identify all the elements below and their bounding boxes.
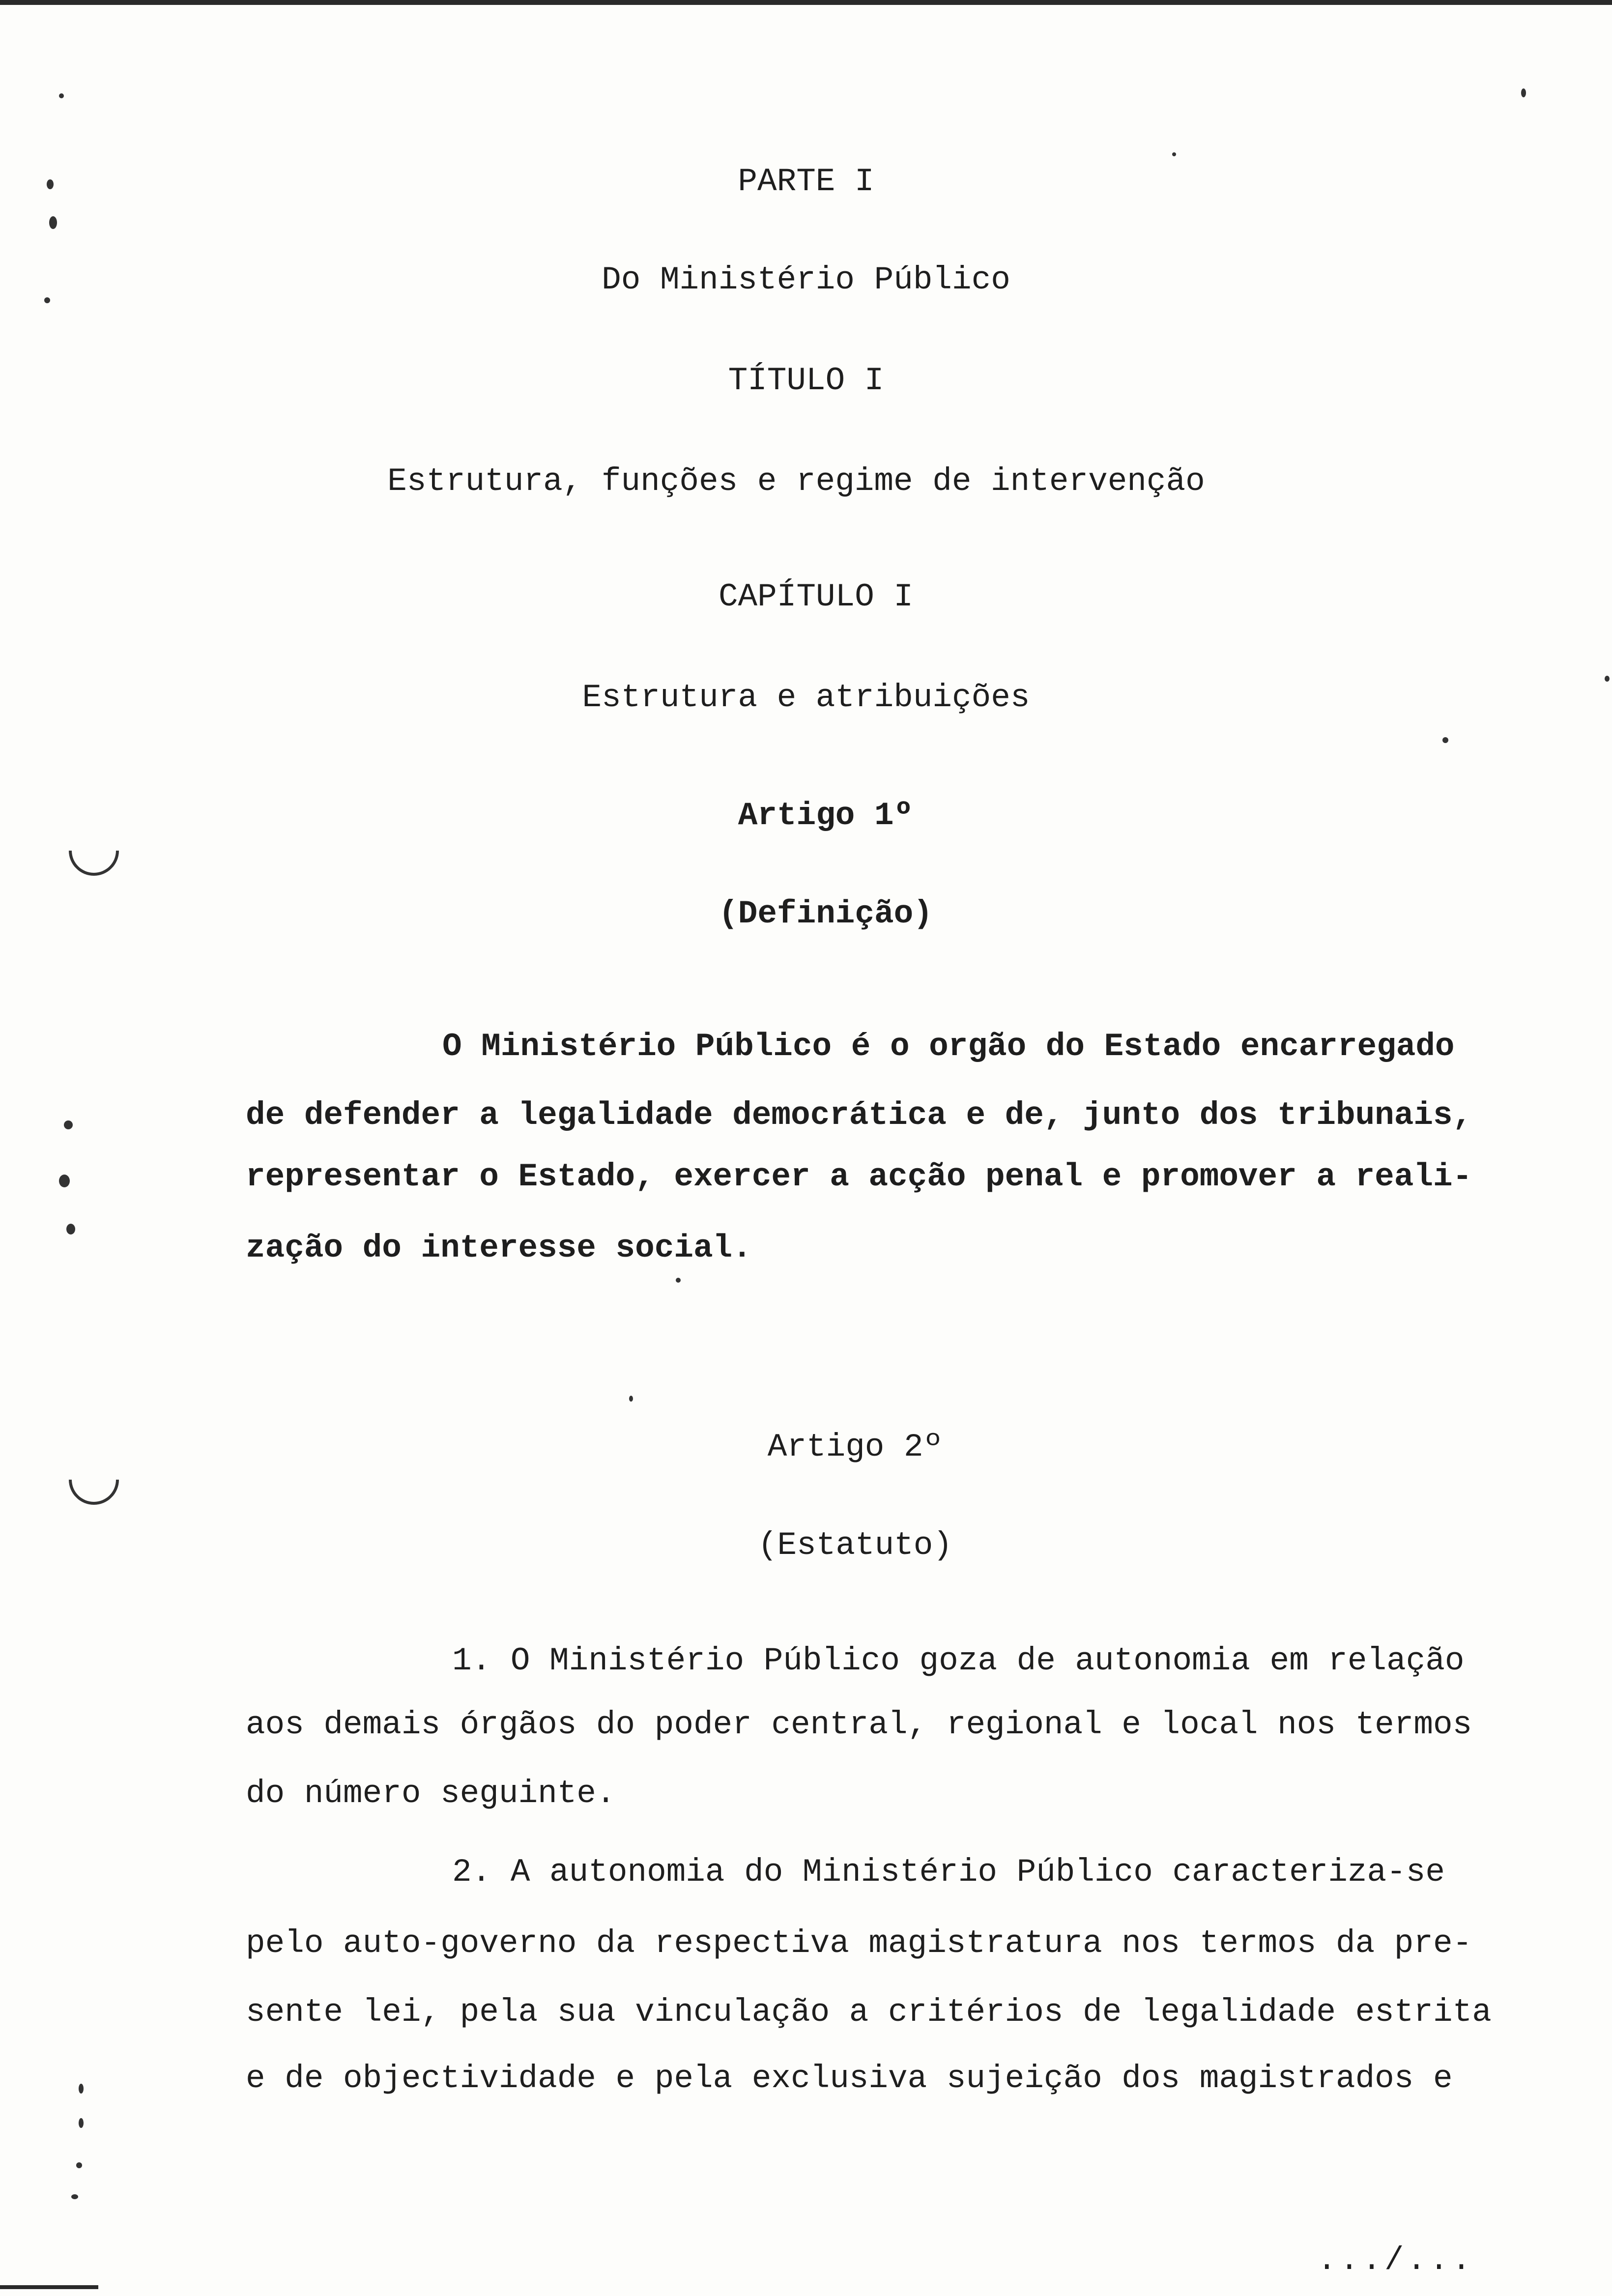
scan-speck	[79, 2118, 84, 2128]
artigo2-line-1: 1. O Ministério Público goza de autonomia em relação	[452, 1642, 1465, 1679]
scan-speck	[79, 2084, 84, 2094]
artigo1-line-4: zação do interesse social.	[246, 1230, 752, 1266]
artigo2-heading: Artigo 2º	[767, 1429, 943, 1465]
artigo2-line-4: 2. A autonomia do Ministério Público caracteriza-se	[452, 1854, 1445, 1891]
artigo1-heading: Artigo 1º	[738, 797, 914, 834]
scan-speck	[66, 1224, 75, 1234]
artigo2-line-7: e de objectividade e pela exclusiva sujeição dos magistrados e	[246, 2060, 1453, 2097]
artigo1-line-2: de defender a legalidade democrática e de, junto dos tribunais,	[246, 1097, 1472, 1134]
artigo2-subheading: (Estatuto)	[757, 1527, 953, 1564]
scan-speck	[71, 2194, 78, 2199]
continuation-marker: .../...	[1317, 2242, 1474, 2279]
artigo2-line-6: sente lei, pela sua vinculação a critérios de legalidade estrita	[246, 1994, 1492, 2031]
scan-speck	[49, 216, 57, 229]
parte-subtitle: Do Ministério Público	[602, 261, 1010, 298]
artigo1-line-3: representar o Estado, exercer a acção penal e promover a reali-	[246, 1158, 1472, 1195]
artigo1-line-1: O Ministério Público é o orgão do Estado encarregado	[442, 1028, 1455, 1065]
scan-speck	[64, 1120, 73, 1129]
scan-speck	[44, 297, 50, 303]
titulo-heading: TÍTULO I	[728, 362, 884, 399]
scan-speck	[676, 1278, 681, 1283]
parte-heading: PARTE I	[738, 163, 874, 200]
titulo-subtitle: Estrutura, funções e regime de intervenção	[387, 463, 1205, 500]
capitulo-subtitle: Estrutura e atribuições	[582, 679, 1030, 716]
capitulo-heading: CAPÍTULO I	[718, 578, 914, 615]
scan-speck	[629, 1396, 633, 1402]
scan-speck	[1521, 88, 1526, 97]
scan-speck	[1442, 737, 1448, 743]
scan-speck	[59, 1175, 70, 1187]
artigo2-line-2: aos demais órgãos do poder central, regional e local nos termos	[246, 1706, 1472, 1743]
scan-speck	[47, 179, 54, 189]
artigo1-subheading: (Definição)	[719, 895, 933, 932]
artigo2-line-3: do número seguinte.	[246, 1775, 616, 1812]
bottom-edge-mark	[0, 2285, 98, 2289]
artigo2-line-5: pelo auto-governo da respectiva magistratura nos termos da pre-	[246, 1925, 1472, 1962]
scan-speck	[1172, 152, 1176, 156]
scan-speck	[59, 93, 64, 98]
scan-speck	[1605, 676, 1610, 682]
top-edge-rule	[0, 0, 1612, 5]
scan-speck	[76, 2162, 82, 2168]
